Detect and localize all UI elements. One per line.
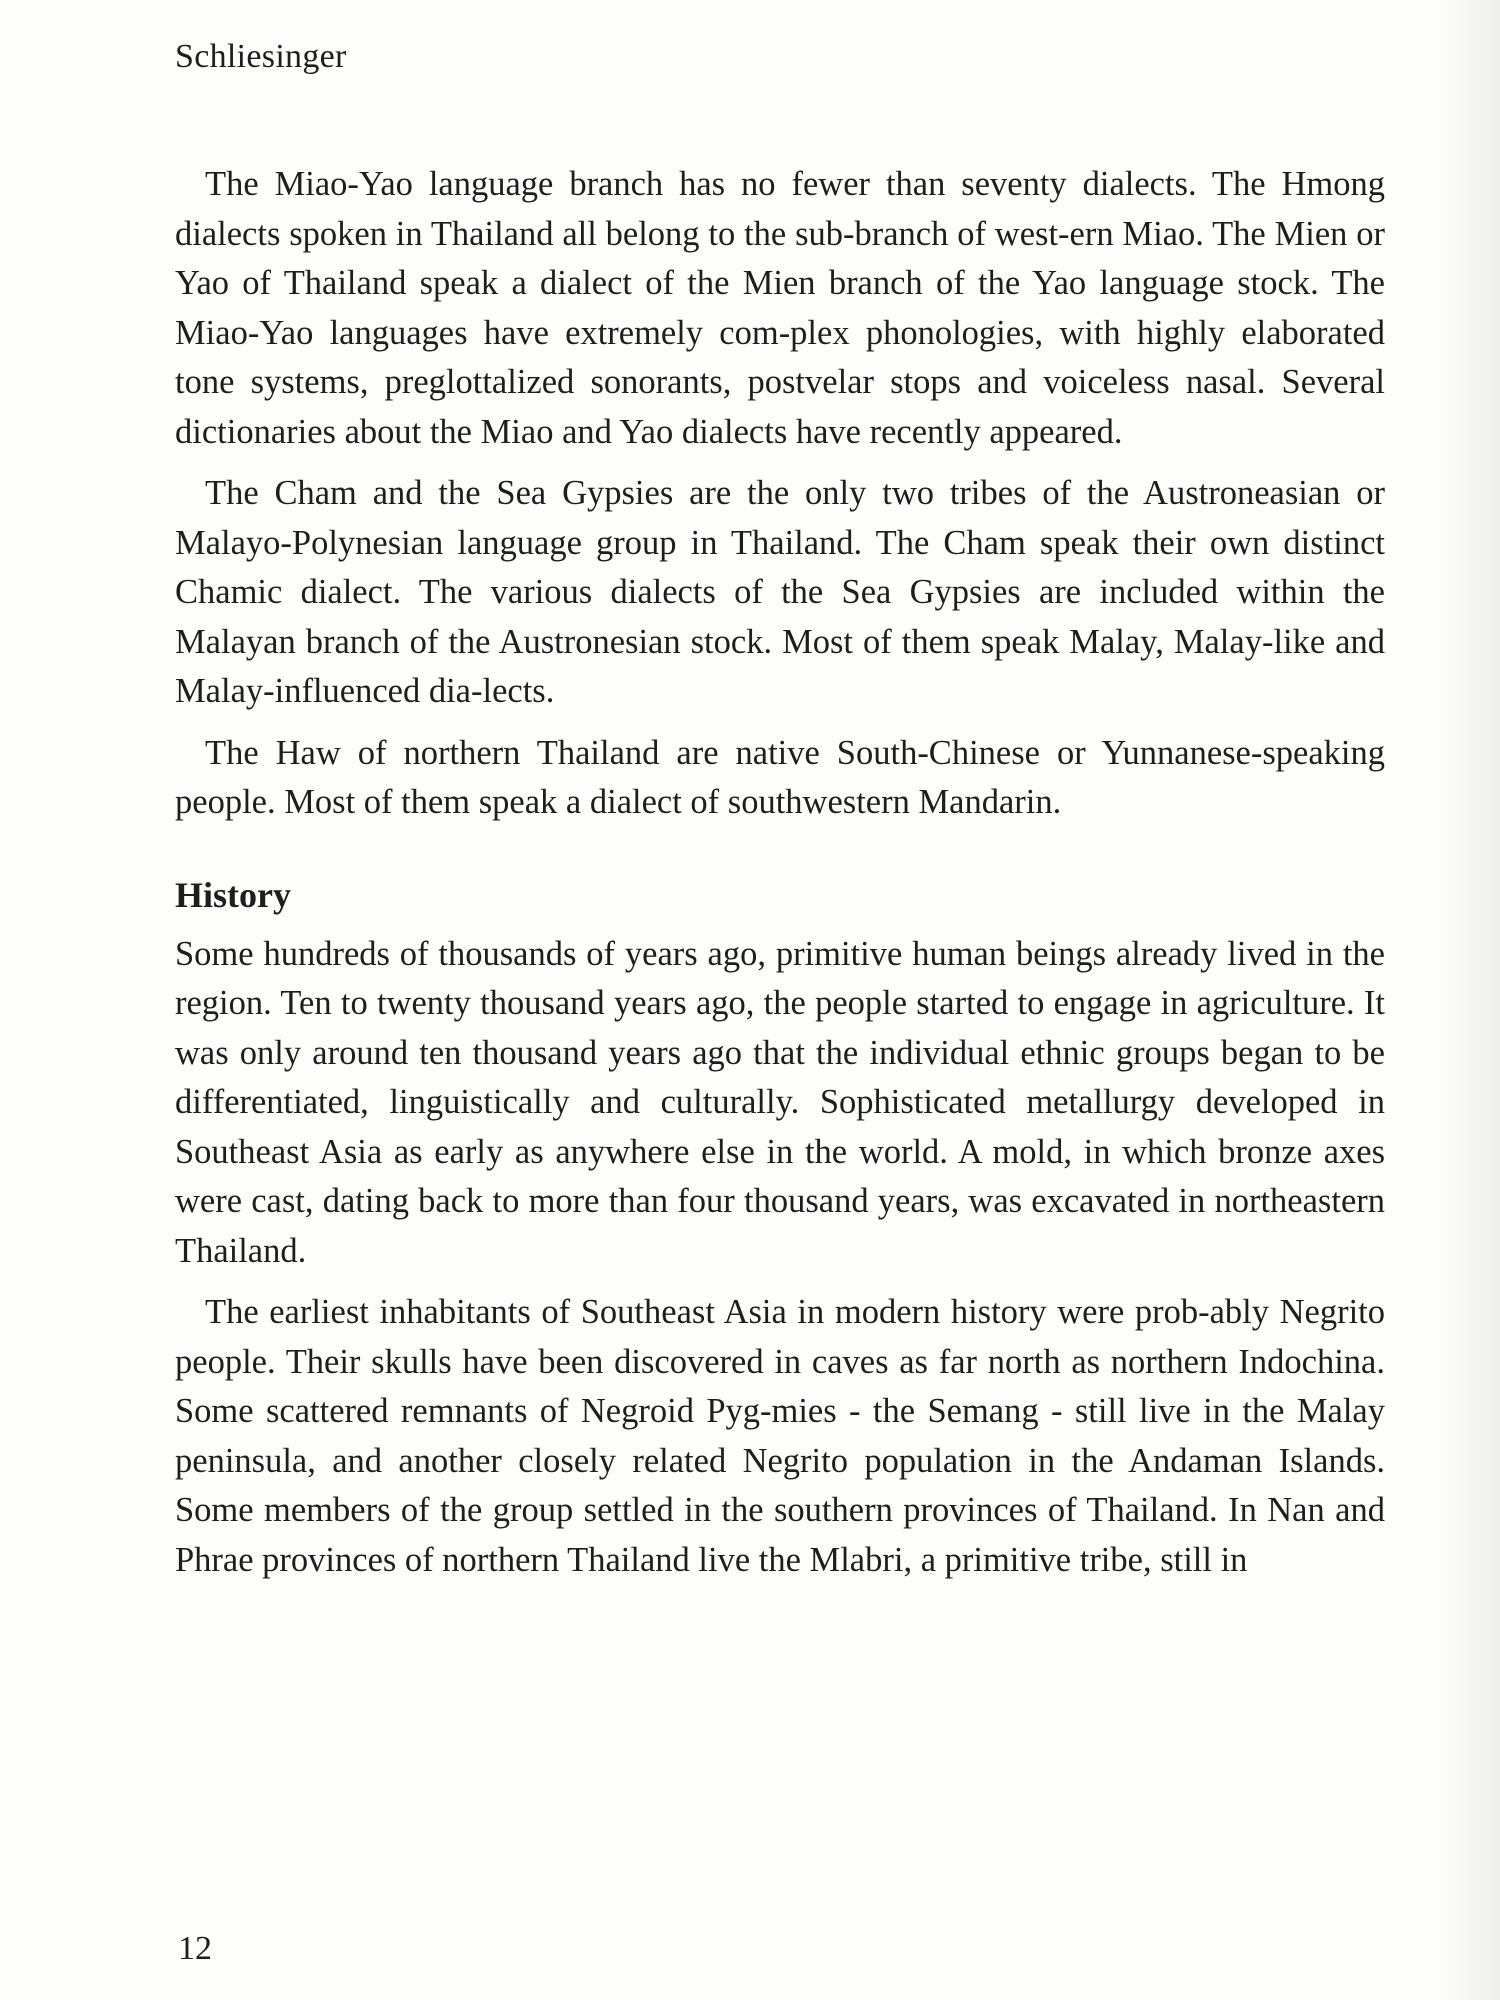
page-edge-shadow bbox=[1440, 0, 1500, 2000]
paragraph-negrito: The earliest inhabitants of Southeast Asia in modern history were prob-ably Negrito people. Their skulls have been discovered in caves as far north as northern Indochina. Some scattered remnants of Negroid Pyg-mies - the Semang - still live in the Malay peninsula, and another closely related Negrito population in the Andaman Islands. Some members of the group settled in the southern provinces of Thailand. In Nan and Phrae provinces of northern Thailand live the Mlabri, a primitive tribe, still in bbox=[175, 1293, 1385, 1579]
paragraph-haw: The Haw of northern Thailand are native South-Chinese or Yunnanese-speaking people. Most of them speak a dialect of southwestern Mandarin. bbox=[175, 733, 1385, 821]
paragraph-history-intro: Some hundreds of thousands of years ago, primitive human beings already lived in the region. Ten to twenty thousand years ago, the people started to engage in agriculture. It was only around ten thousand years ago that the individual ethnic groups began to be differentiated, linguistically and culturally. Sophisticated metallurgy developed in Southeast Asia as early as anywhere else in the world. A mold, in which bronze axes were cast, dating back to more than four thousand years, was excavated in northeastern Thailand. bbox=[175, 934, 1385, 1270]
body-text bbox=[175, 160, 1385, 1597]
page-number: 12 bbox=[178, 1930, 212, 1967]
paragraph-miao-yao: The Miao-Yao language branch has no fewer than seventy dialects. The Hmong dialects spoken in Thailand all belong to the sub-branch of west-ern Miao. The Mien or Yao of Thailand speak a dialect of the Mien branch of the Yao language stock. The Miao-Yao languages have extremely com-plex phonologies, with highly elaborated tone systems, preglottalized sonorants, postvelar stops and voiceless nasal. Several dictionaries about the Miao and Yao dialects have recently appeared. bbox=[175, 165, 1385, 451]
section-heading-history: History bbox=[175, 874, 291, 915]
paragraph-cham-sea-gypsies: The Cham and the Sea Gypsies are the only two tribes of the Austroneasian or Malayo-Polynesian language group in Thailand. The Cham speak their own distinct Chamic dialect. The various dialects of the Sea Gypsies are included within the Malayan branch of the Austronesian stock. Most of them speak Malay, Malay-like and Malay-influenced dia-lects. bbox=[175, 474, 1385, 710]
running-head: Schliesinger bbox=[175, 38, 347, 75]
